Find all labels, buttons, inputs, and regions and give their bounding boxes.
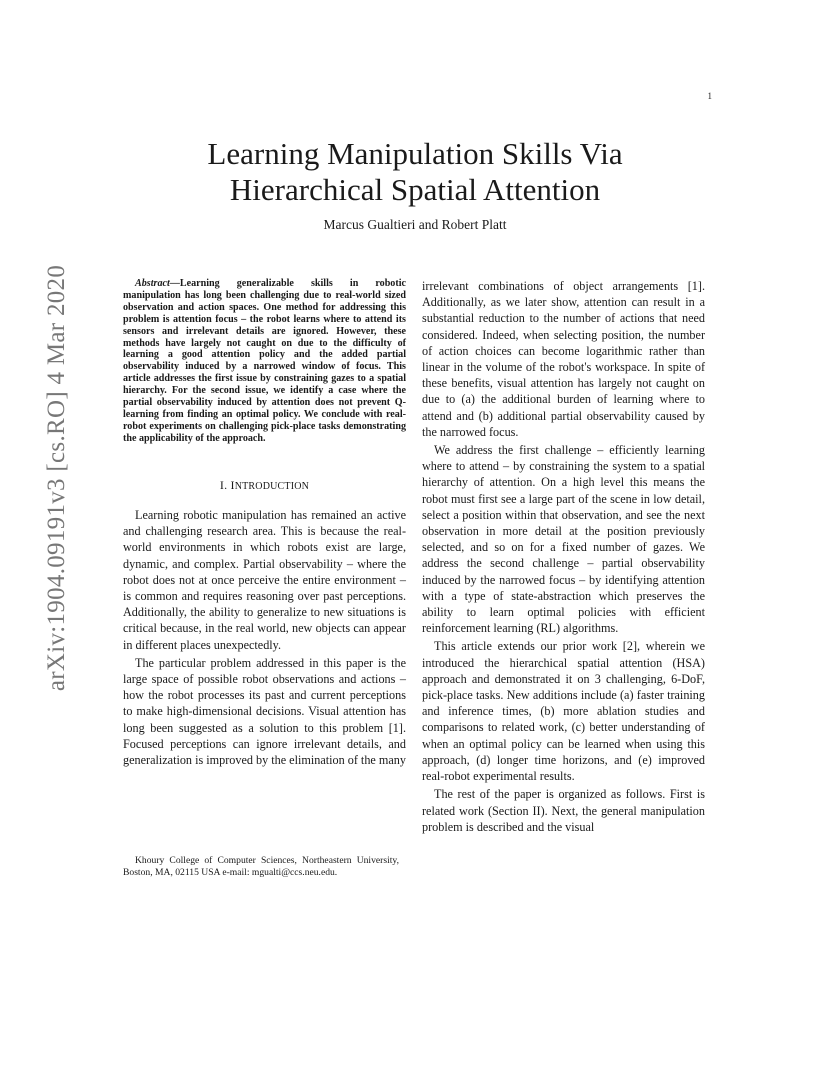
title-line-1: Learning Manipulation Skills Via bbox=[207, 136, 623, 171]
right-column bbox=[422, 278, 705, 837]
left-column bbox=[123, 278, 406, 770]
section-title-initial: I bbox=[230, 477, 235, 492]
arxiv-identifier-stamp: arXiv:1904.09191v3 [cs.RO] 4 Mar 2020 bbox=[43, 264, 70, 692]
body-paragraph: The rest of the paper is organized as follows. First is related work (Section II). Next, the general manipulation problem is described and the visual bbox=[422, 787, 705, 834]
paper-title bbox=[110, 136, 720, 208]
body-paragraph-continued: irrelevant combinations of object arrangements [1]. Additionally, as we later show, attention can result in a substantial reduction to the number of actions that need considered. Indeed, when selecting position, the number of action choices can become logarithmic rather than linear in the volume of the robot's workspace. In spite of these benefits, visual attention has largely not caught on due to (a) the additional burden of learning where to attend and (b) additional partial observability caused by the narrowed focus. bbox=[422, 279, 705, 439]
body-paragraph: The particular problem addressed in this paper is the large space of possible robot observations and actions – how the robot processes its past and current perceptions to make high-dimensional decisions. Visual attention has long been suggested as a solution to this problem [1]. Focused perceptions can ignore irrelevant details, and generalization is improved by the elimination of the many bbox=[123, 655, 406, 767]
abstract-text: —Learning generalizable skills in robotic manipulation has long been challenging due to real-world sized observation and action spaces. One method for addressing this problem is attention focus – the robot learns where to attend its sensors and irrelevant details are ignored. However, these methods have largely not caught on due to the difficulty of learning a good attention policy and the added partial observability induced by a narrowed window of focus. This article addresses the first issue by constraining gazes to a spatial hierarchy. For the second issue, we identify a case where the partial observability induced by attention does not prevent Q-learning from finding an optimal policy. We conclude with real-robot experiments on challenging pick-place tasks demonstrating the applicability of the approach. bbox=[123, 278, 406, 444]
body-paragraph: Learning robotic manipulation has remained an active and challenging research area. This is because the real-world environments in which robots exist are large, dynamic, and complex. Partial observability – where the robot does not at once perceive the entire environment – is common and requires reasoning over past perceptions. Additionally, the ability to generalize to new situations is critical because, in the real world, new objects can appear in different places unexpectedly. bbox=[123, 507, 406, 652]
title-line-2: Hierarchical Spatial Attention bbox=[229, 172, 601, 207]
page-number: 1 bbox=[707, 91, 712, 101]
abstract bbox=[123, 278, 406, 445]
section-title-rest: NTRODUCTION bbox=[234, 480, 310, 492]
body-paragraph: This article extends our prior work [2], wherein we introduced the hierarchical spatial attention (HSA) approach and demonstrated it on 3 challenging, 6-DoF, pick-place tasks. New additions include (a) faster training and inference times, (b) more ablation studies and comparisons to related work, (c) better understanding of when an optimal policy can be learned when using this approach, (d) longer time horizons, and (e) improved real-robot experimental results. bbox=[422, 639, 705, 784]
abstract-label: Abstract bbox=[135, 278, 170, 289]
body-paragraph: We address the first challenge – efficiently learning where to attend – by constraining the system to a spatial hierarchy of attention. On a high level this means the robot must first see a large part of the scene in low detail, select a position within that observation, and see the next observation in more detail at the position previously selected, and so on for a fixed number of gazes. We address the second challenge – partial observability induced by the narrowed focus – by identifying attention with a type of state-abstraction which preserves the ability to learn optimal policies with efficient reinforcement learning (RL) algorithms. bbox=[422, 443, 705, 636]
author-affiliation-footnote: Khoury College of Computer Sciences, Northeastern University, Boston, MA, 02115 USA e-mail: mgualti@ccs.neu.edu. bbox=[123, 855, 399, 879]
section-heading-introduction bbox=[123, 477, 406, 495]
section-number: I. bbox=[219, 477, 231, 492]
author-list: Marcus Gualtieri and Robert Platt bbox=[323, 217, 507, 232]
